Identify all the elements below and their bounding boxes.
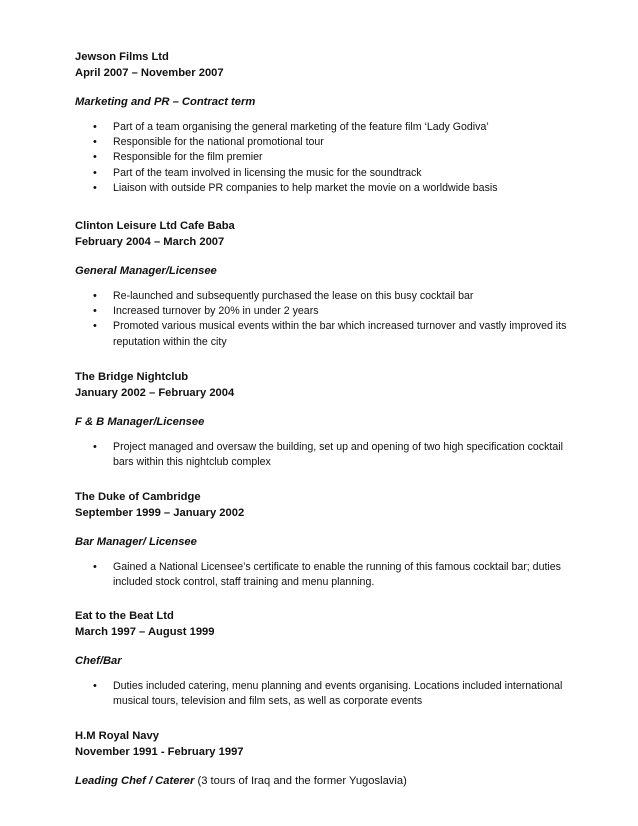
duty-item: • Increased turnover by 20% in under 2 years [75, 304, 575, 319]
duty-list [75, 120, 575, 196]
duty-item: • Gained a National Licensee’s certificate to enable the running of this famous cocktail bar; duties included stock control, staff training and menu planning. [75, 560, 575, 590]
employment-dates: April 2007 – November 2007 [75, 67, 224, 79]
duty-item: • Re-launched and subsequently purchased the lease on this busy cocktail bar [75, 289, 575, 304]
job-entry [75, 218, 575, 350]
job-entry [75, 608, 575, 709]
company-name: The Bridge Nightclub [75, 371, 189, 383]
duty-list [75, 289, 575, 350]
duty-item: • Duties included catering, menu planning and events organising. Locations included international musical tours, television and film sets, as well as corporate events [75, 679, 575, 709]
job-entry [75, 49, 575, 196]
job-entry [75, 369, 575, 470]
job-title: General Manager/Licensee [75, 265, 217, 277]
job-title-text: Leading Chef / Caterer [75, 775, 195, 787]
duty-list [75, 679, 575, 709]
duty-item: • Project managed and oversaw the building, set up and opening of two high specification cocktail bars within this nightclub complex [75, 440, 575, 470]
duty-item: • Liaison with outside PR companies to help market the movie on a worldwide basis [75, 181, 575, 196]
job-entry [75, 728, 575, 789]
duty-item: • Part of the team involved in licensing the music for the soundtrack [75, 166, 575, 181]
duty-item: • Responsible for the national promotional tour [75, 135, 575, 150]
duty-list [75, 440, 575, 470]
duty-item: • Responsible for the film premier [75, 150, 575, 165]
employment-dates: February 2004 – March 2007 [75, 236, 225, 248]
duty-item: • Part of a team organising the general marketing of the feature film ‘Lady Godiva’ [75, 120, 575, 135]
employment-dates: November 1991 - February 1997 [75, 746, 244, 758]
job-entry [75, 489, 575, 590]
company-name: Eat to the Beat Ltd [75, 610, 174, 622]
job-title: F & B Manager/Licensee [75, 416, 205, 428]
employment-dates: January 2002 – February 2004 [75, 387, 235, 399]
company-name: H.M Royal Navy [75, 730, 159, 742]
job-title: Chef/Bar [75, 655, 122, 667]
job-title [75, 773, 575, 789]
duty-item: • Promoted various musical events within the bar which increased turnover and vastly improved its reputation within the city [75, 319, 575, 349]
job-title-note: (3 tours of Iraq and the former Yugoslavia) [197, 775, 407, 787]
employment-dates: March 1997 – August 1999 [75, 626, 215, 638]
company-name: Jewson Films Ltd [75, 51, 169, 63]
company-name: The Duke of Cambridge [75, 491, 201, 503]
employment-dates: September 1999 – January 2002 [75, 507, 245, 519]
job-title: Bar Manager/ Licensee [75, 536, 197, 548]
job-title: Marketing and PR – Contract term [75, 96, 256, 108]
duty-list [75, 560, 575, 590]
company-name: Clinton Leisure Ltd Cafe Baba [75, 220, 235, 232]
